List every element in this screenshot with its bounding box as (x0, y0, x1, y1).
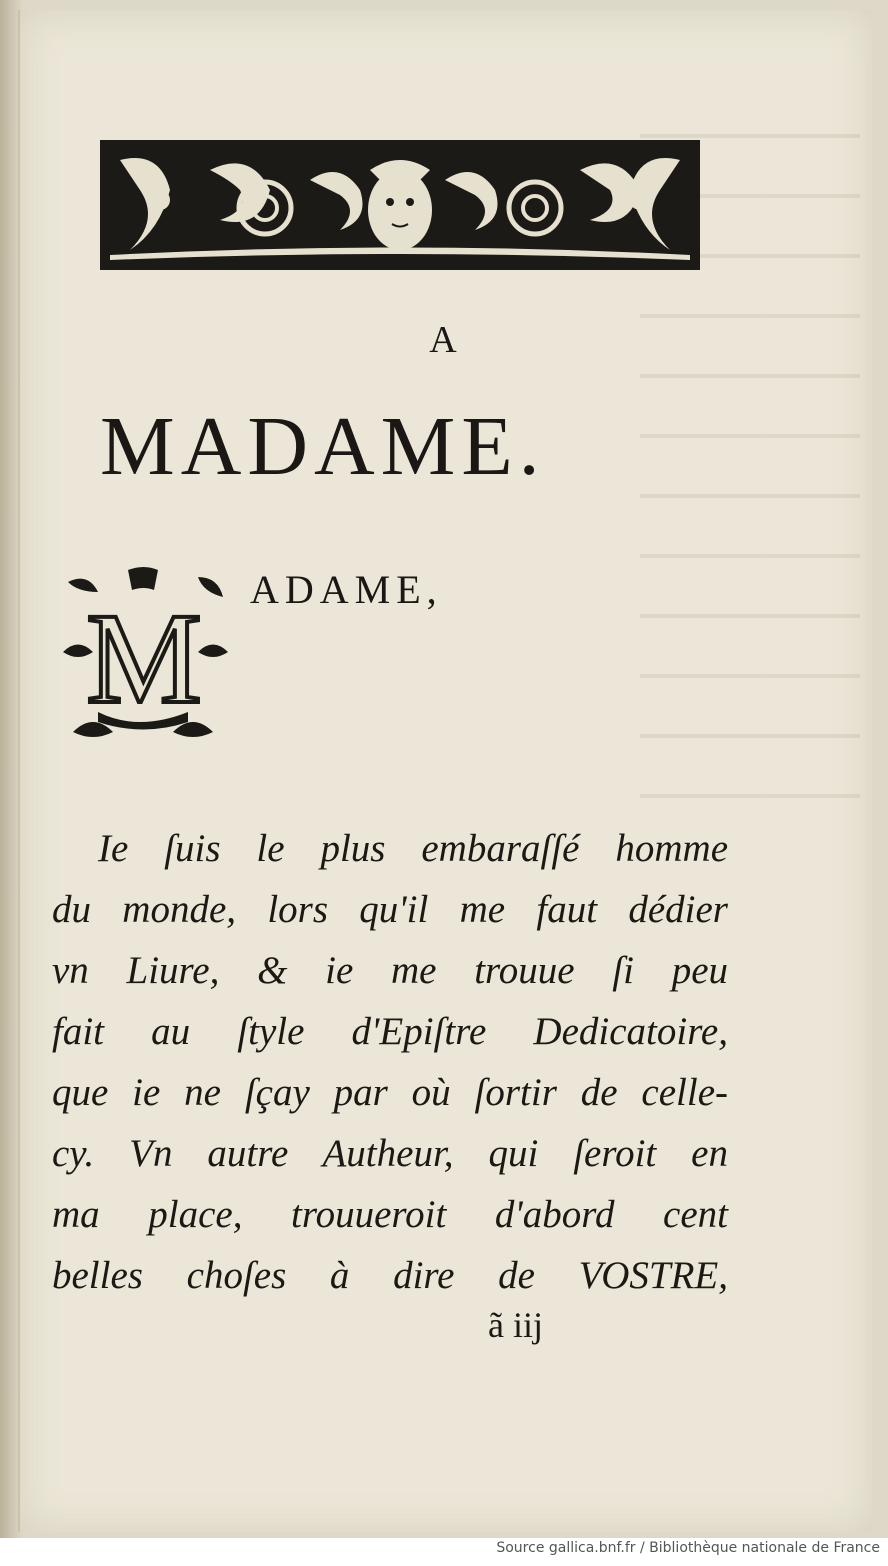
source-credit: Source gallica.bnf.fr / Bibliothèque nationale de France (496, 1540, 880, 1556)
salutation: ADAME, (250, 567, 443, 612)
body-line: Ie ſuis le plus embaraſſé homme (98, 827, 728, 870)
dedication-heading-to: A (429, 319, 459, 361)
body-line: que ie ne ſçay par où ſortir de celle- (52, 1071, 728, 1114)
decorated-initial-m (58, 562, 230, 748)
body-line: ma place, trouueroit d'abord cent (52, 1193, 728, 1236)
body-line: vn Liure, & ie me trouue ſi peu (52, 949, 728, 992)
ornamental-headpiece (100, 140, 700, 270)
dedication-body (52, 818, 728, 1306)
initial-letter: M (86, 587, 202, 731)
body-line: cy. Vn autre Autheur, qui ſeroit en (52, 1132, 728, 1175)
body-line: du monde, lors qu'il me faut dédier (52, 888, 728, 931)
body-line: fait au ſtyle d'Epiſtre Dedicatoire, (52, 1010, 728, 1053)
dedication-heading-madame: MADAME. (100, 400, 546, 493)
signature-mark: ã iij (488, 1305, 543, 1345)
body-line: belles choſes à dire de VOSTRE, (52, 1254, 728, 1297)
